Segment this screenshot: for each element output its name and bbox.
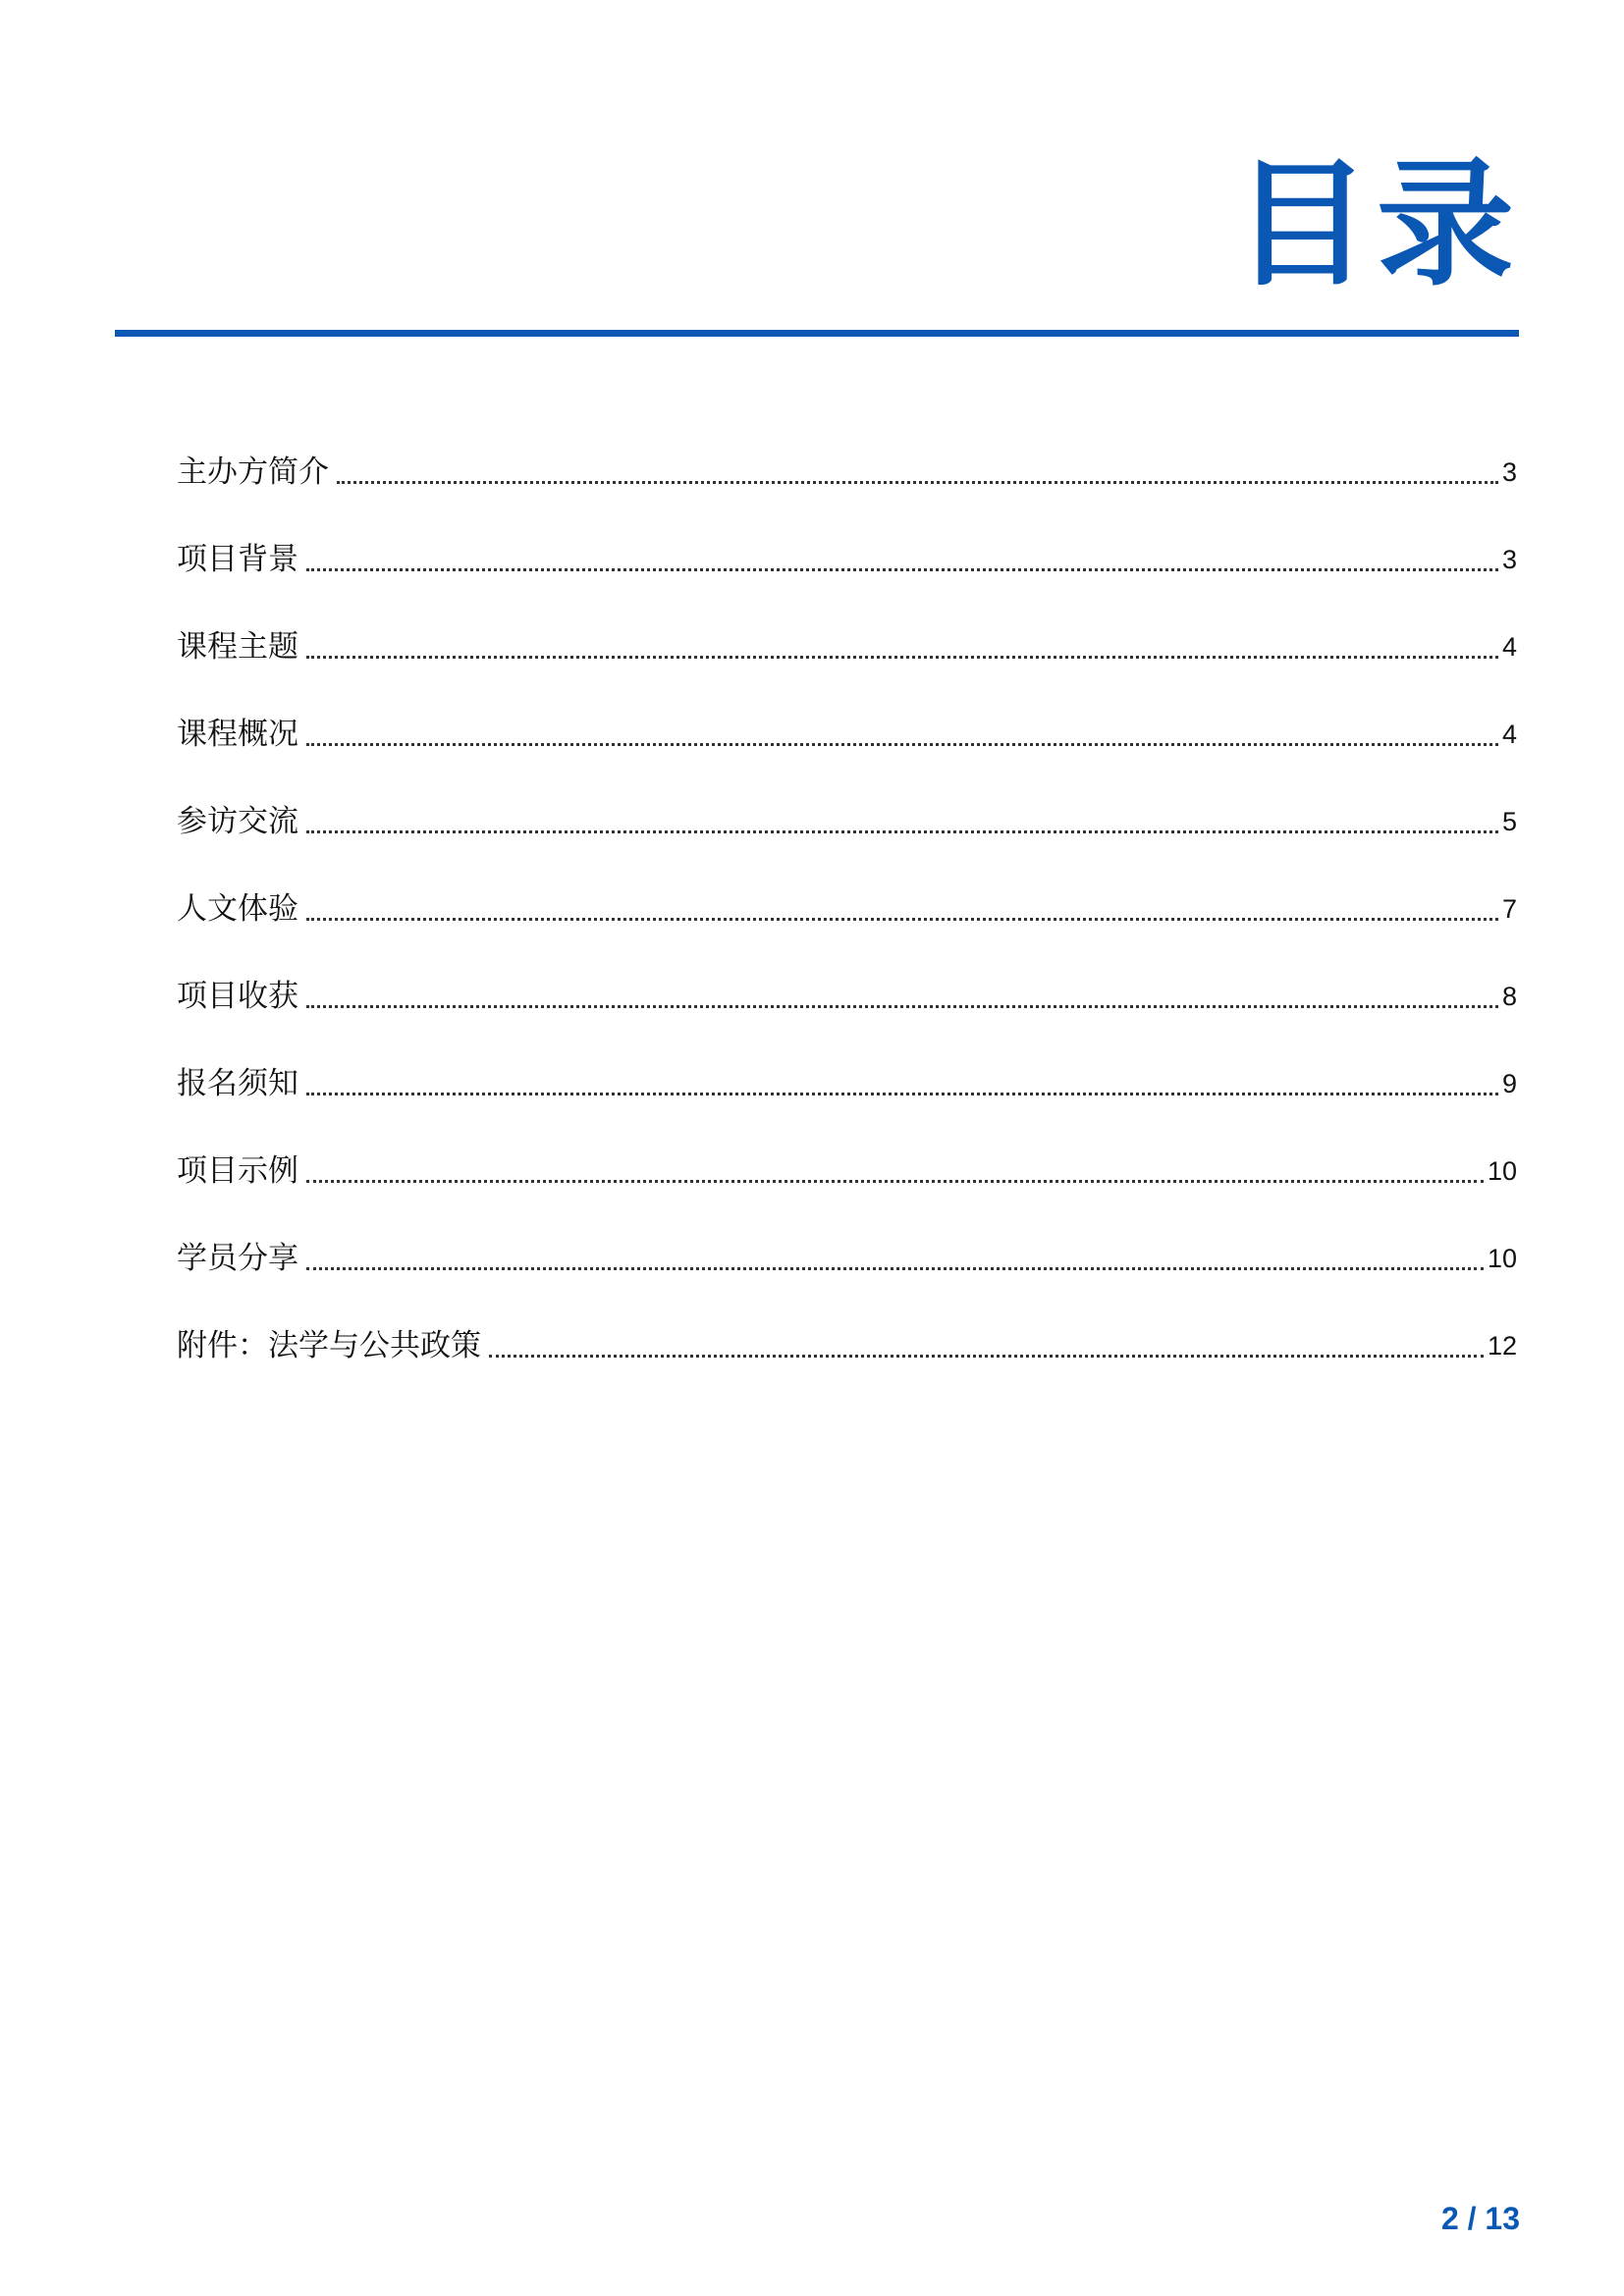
toc-dot-leader <box>306 1005 1498 1008</box>
toc-entry-label: 课程概况 <box>177 717 298 752</box>
toc-dot-leader <box>306 1267 1484 1270</box>
toc-entry[interactable] <box>177 581 1517 668</box>
toc-entry-label: 参访交流 <box>177 804 298 839</box>
toc-dot-leader <box>306 1180 1484 1183</box>
toc-entry-label: 课程主题 <box>177 629 298 665</box>
toc-entry-page: 10 <box>1487 1156 1517 1186</box>
toc-entry-label: 项目示例 <box>177 1153 298 1189</box>
toc-entry-page: 3 <box>1501 545 1517 574</box>
toc-dot-leader <box>306 1093 1498 1095</box>
toc-entry-page: 4 <box>1501 720 1517 749</box>
toc-entry-page: 8 <box>1501 982 1517 1011</box>
toc-dot-leader <box>306 918 1498 921</box>
toc-entry[interactable] <box>177 406 1517 494</box>
toc-entry-label: 项目背景 <box>177 542 298 577</box>
table-of-contents <box>177 406 1517 1367</box>
toc-dot-leader <box>337 481 1498 484</box>
toc-entry-label: 主办方简介 <box>177 454 329 490</box>
toc-entry[interactable] <box>177 843 1517 931</box>
toc-entry-page: 5 <box>1501 807 1517 836</box>
toc-dot-leader <box>306 743 1498 746</box>
toc-entry[interactable] <box>177 1105 1517 1193</box>
toc-entry-label: 项目收获 <box>177 979 298 1014</box>
toc-entry[interactable] <box>177 668 1517 756</box>
toc-dot-leader <box>306 568 1498 571</box>
toc-dot-leader <box>306 656 1498 659</box>
toc-entry-label: 学员分享 <box>177 1241 298 1276</box>
toc-entry[interactable] <box>177 756 1517 843</box>
toc-entry-page: 12 <box>1487 1331 1517 1361</box>
toc-entry-label: 报名须知 <box>177 1066 298 1101</box>
toc-dot-leader <box>489 1355 1484 1358</box>
title-divider <box>115 330 1519 337</box>
toc-entry[interactable] <box>177 1018 1517 1105</box>
toc-dot-leader <box>306 830 1498 833</box>
toc-entry[interactable] <box>177 931 1517 1018</box>
toc-entry-page: 10 <box>1487 1244 1517 1273</box>
toc-entry[interactable] <box>177 1280 1517 1367</box>
toc-entry-page: 9 <box>1501 1069 1517 1098</box>
toc-entry[interactable] <box>177 494 1517 581</box>
page-title: 目录 <box>1232 145 1520 305</box>
toc-entry-label: 附件：法学与公共政策 <box>177 1328 481 1363</box>
toc-entry-label: 人文体验 <box>177 891 298 927</box>
page-number: 2 / 13 <box>1440 2201 1520 2236</box>
toc-entry-page: 3 <box>1501 457 1517 487</box>
toc-entry-page: 7 <box>1501 894 1517 924</box>
toc-entry[interactable] <box>177 1193 1517 1280</box>
toc-entry-page: 4 <box>1501 632 1517 662</box>
